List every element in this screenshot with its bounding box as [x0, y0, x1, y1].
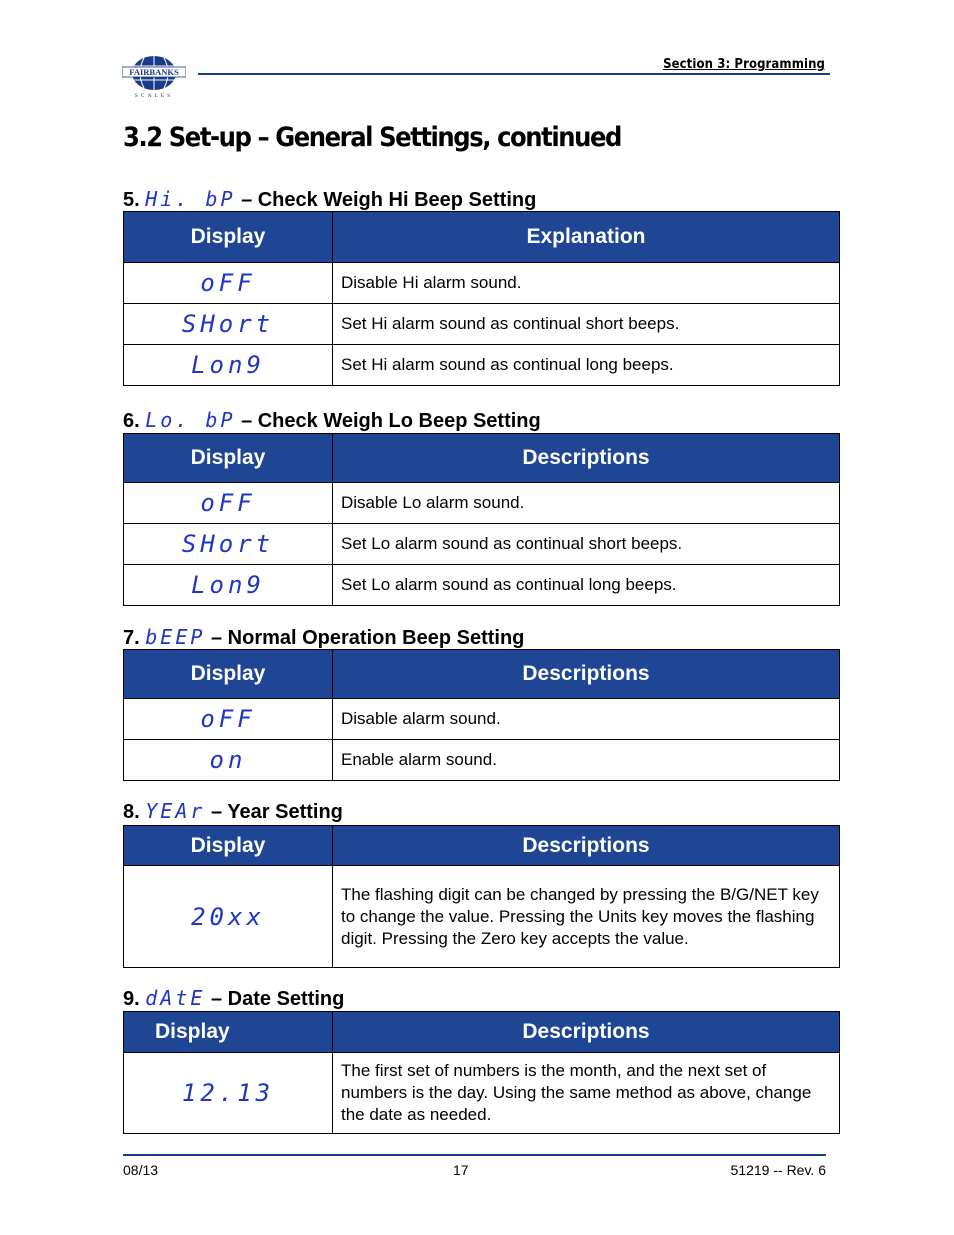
section-heading: [123, 187, 536, 212]
section-number: 8.: [123, 801, 140, 823]
description-column-header: Descriptions: [333, 434, 840, 483]
section-title: – Check Weigh Hi Beep Setting: [241, 189, 537, 211]
settings-table: [123, 211, 840, 386]
table-row: [124, 263, 840, 304]
display-code: bEEP: [145, 625, 206, 649]
description-cell: Disable Hi alarm sound.: [333, 263, 840, 304]
display-code: YEAr: [145, 799, 206, 823]
description-cell: Disable alarm sound.: [333, 699, 840, 740]
section-number: 9.: [123, 988, 140, 1010]
settings-table: [123, 1011, 840, 1134]
section-title: – Check Weigh Lo Beep Setting: [241, 410, 541, 432]
section-label: Section 3: Programming: [663, 57, 825, 72]
display-column-header: Display: [124, 434, 333, 483]
display-code: dAtE: [145, 986, 206, 1010]
description-column-header: Explanation: [333, 212, 840, 263]
section-title: – Normal Operation Beep Setting: [210, 627, 525, 649]
settings-table: [123, 825, 840, 968]
description-cell: Disable Lo alarm sound.: [333, 483, 840, 524]
document-revision: 51219 -- Rev. 6: [730, 1162, 826, 1178]
page-number: 17: [453, 1162, 469, 1178]
section-title: – Year Setting: [210, 801, 343, 823]
description-column-header: Descriptions: [333, 1012, 840, 1053]
display-column-header: Display: [124, 212, 333, 263]
display-column-header: Display: [124, 1012, 333, 1053]
display-cell: 12.13: [124, 1053, 333, 1134]
description-cell: The first set of numbers is the month, and the next set of numbers is the day. Using the same method as above, change the date as needed.: [333, 1053, 840, 1134]
page-title: 3.2 Set-up – General Settings, continued: [123, 122, 621, 153]
fairbanks-logo: [122, 54, 186, 98]
table-row: [124, 304, 840, 345]
section-number: 5.: [123, 189, 140, 211]
settings-table: [123, 649, 840, 781]
section-heading: [123, 986, 344, 1011]
section-heading: [123, 625, 524, 650]
display-cell: oFF: [124, 699, 333, 740]
table-row: [124, 483, 840, 524]
display-code: Lo. bP: [145, 408, 236, 432]
section-heading: [123, 799, 343, 824]
footer-rule: [123, 1154, 826, 1156]
description-cell: The flashing digit can be changed by pressing the B/G/NET key to change the value. Pressing the Units key moves the flashing digit. Pressing the Zero key accepts the value.: [333, 866, 840, 968]
display-cell: 20xx: [124, 866, 333, 968]
footer-date: 08/13: [123, 1162, 159, 1178]
table-row: [124, 866, 840, 968]
settings-table: [123, 433, 840, 606]
description-cell: Set Lo alarm sound as continual short beeps.: [333, 524, 840, 565]
logo-subtext: SCALES: [134, 93, 174, 98]
display-cell: on: [124, 740, 333, 781]
table-header-row: [124, 1012, 840, 1053]
display-cell: Lon9: [124, 565, 333, 606]
table-row: [124, 1053, 840, 1134]
table-row: [124, 699, 840, 740]
display-cell: oFF: [124, 483, 333, 524]
display-cell: SHort: [124, 524, 333, 565]
display-cell: Lon9: [124, 345, 333, 386]
description-cell: Set Hi alarm sound as continual short beeps.: [333, 304, 840, 345]
table-header-row: [124, 434, 840, 483]
section-number: 6.: [123, 410, 140, 432]
header-rule: [198, 73, 830, 75]
section-heading: [123, 408, 541, 433]
description-cell: Enable alarm sound.: [333, 740, 840, 781]
logo-text: FAIRBANKS: [129, 67, 179, 77]
display-cell: SHort: [124, 304, 333, 345]
table-row: [124, 565, 840, 606]
display-column-header: Display: [124, 826, 333, 866]
table-row: [124, 740, 840, 781]
table-header-row: [124, 650, 840, 699]
table-row: [124, 345, 840, 386]
table-header-row: [124, 212, 840, 263]
section-number: 7.: [123, 627, 140, 649]
description-column-header: Descriptions: [333, 826, 840, 866]
table-row: [124, 524, 840, 565]
display-cell: oFF: [124, 263, 333, 304]
description-column-header: Descriptions: [333, 650, 840, 699]
description-cell: Set Hi alarm sound as continual long beeps.: [333, 345, 840, 386]
description-cell: Set Lo alarm sound as continual long beeps.: [333, 565, 840, 606]
section-title: – Date Setting: [210, 988, 345, 1010]
table-header-row: [124, 826, 840, 866]
display-column-header: Display: [124, 650, 333, 699]
display-code: Hi. bP: [145, 187, 236, 211]
